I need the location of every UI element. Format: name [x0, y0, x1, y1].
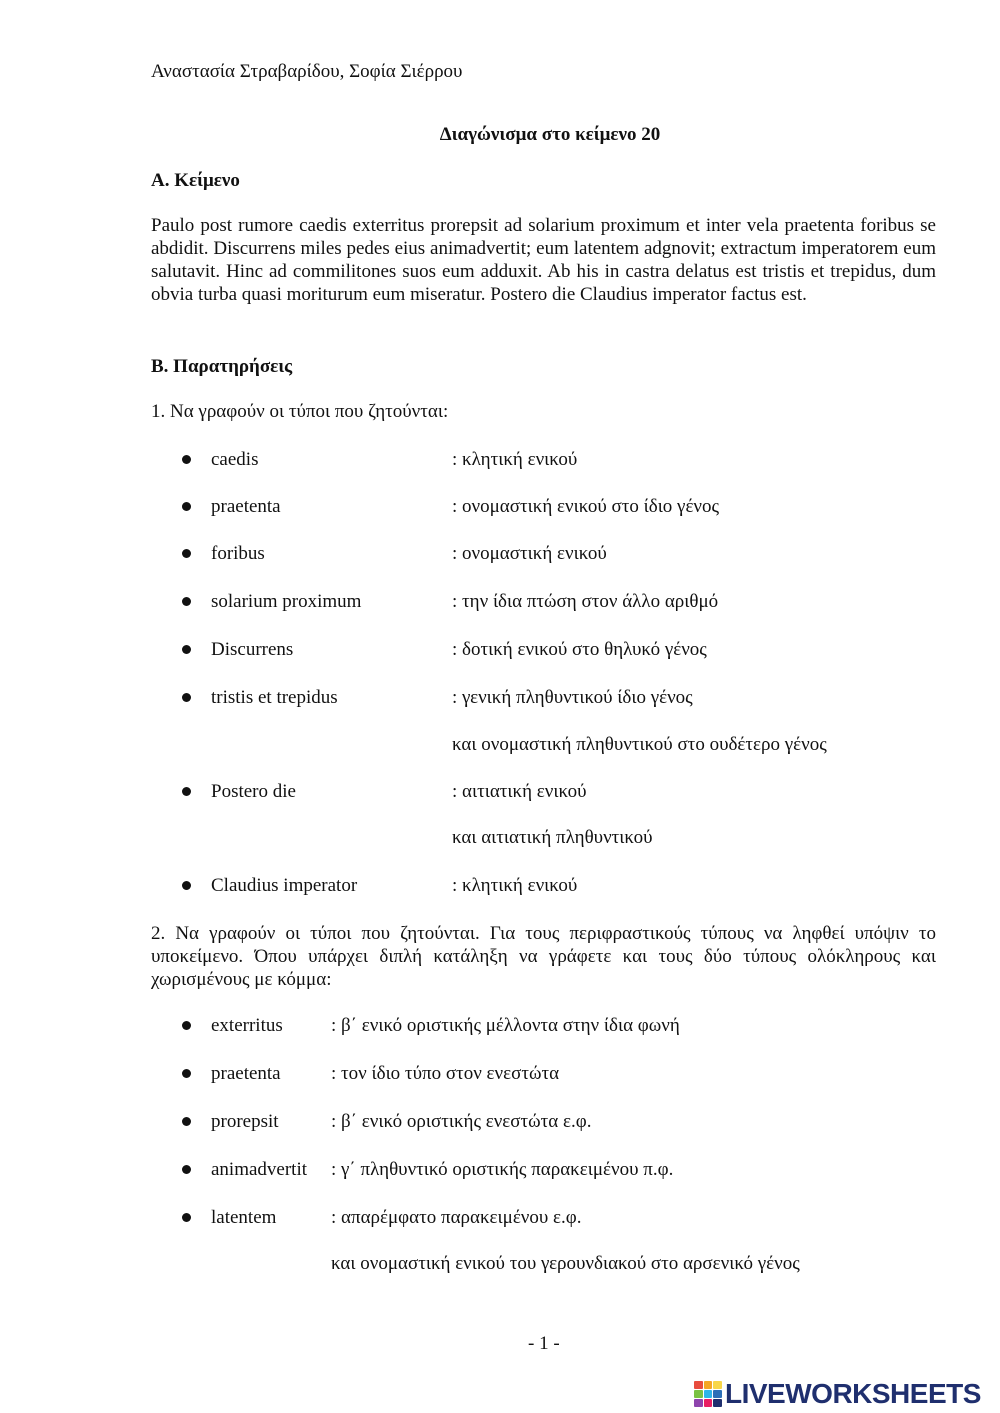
- page-title: Διαγώνισμα στο κείμενο 20: [439, 124, 661, 145]
- q1-term: solarium proximum: [211, 591, 362, 612]
- q1-task: : κλητική ενικού: [452, 449, 578, 470]
- q1-task: : κλητική ενικού: [452, 875, 578, 896]
- bullet-icon: [182, 1117, 191, 1126]
- bullet-icon: [182, 597, 191, 606]
- q1-task-extra: και ονομαστική πληθυντικού στο ουδέτερο γένος: [452, 734, 827, 755]
- section-a-heading: Α. Κείμενο: [151, 170, 240, 191]
- logo-grid-icon: [694, 1381, 722, 1407]
- q1-term: Discurrens: [211, 639, 294, 660]
- section-b-heading: Β. Παρατηρήσεις: [151, 356, 293, 377]
- q2-task: : γ΄ πληθυντικό οριστικής παρακειμένου π.φ.: [331, 1159, 674, 1180]
- liveworksheets-logo[interactable]: [694, 1378, 981, 1409]
- bullet-icon: [182, 645, 191, 654]
- q2-term: exterritus: [211, 1015, 283, 1036]
- logo-square: [713, 1390, 722, 1398]
- logo-square: [704, 1399, 713, 1407]
- logo-square: [704, 1390, 713, 1398]
- q1-task: : την ίδια πτώση στον άλλο αριθμό: [452, 591, 719, 612]
- bullet-icon: [182, 1213, 191, 1222]
- bullet-icon: [182, 1165, 191, 1174]
- q1-term: praetenta: [211, 496, 281, 517]
- bullet-icon: [182, 1069, 191, 1078]
- q1-task-extra: και αιτιατική πληθυντικού: [452, 827, 653, 848]
- q2-task: : απαρέμφατο παρακειμένου ε.φ.: [331, 1207, 582, 1228]
- q1-task: : ονομαστική ενικού: [452, 543, 607, 564]
- question-2-prompt: 2. Να γραφούν οι τύποι που ζητούνται. Για τους περιφραστικούς τύπους να ληφθεί υπόψιν το υποκείμενο. Όπου υπάρχει διπλή κατάληξη να γράφετε και τους δύο τύπους ολόκληρους και χωρισμένους με κόμμα:: [151, 923, 936, 990]
- q1-task: : αιτιατική ενικού: [452, 781, 587, 802]
- q2-task: : τον ίδιο τύπο στον ενεστώτα: [331, 1063, 560, 1084]
- q1-task: : γενική πληθυντικού ίδιο γένος: [452, 687, 693, 708]
- bullet-icon: [182, 502, 191, 511]
- q1-term: caedis: [211, 449, 259, 470]
- q2-term: latentem: [211, 1207, 277, 1228]
- bullet-icon: [182, 549, 191, 558]
- latin-text: Paulo post rumore caedis exterritus prorepsit ad solarium proximum et inter vela praetenta foribus se abdidit. Discurrens miles pedes eius animadvertit; eum latentem adgnovit; extractum imperatorem eum salutavit. Hinc ad commilitones suos eum adduxit. Ab his in castra delatus est tristis et trepidus, dum obvia turba quasi moriturum eum miseratur. Postero die Claudius imperator factus est.: [151, 215, 936, 305]
- q1-task: : δοτική ενικού στο θηλυκό γένος: [452, 639, 707, 660]
- logo-square: [694, 1390, 703, 1398]
- logo-square: [694, 1381, 703, 1389]
- logo-text: LIVEWORKSHEETS: [725, 1378, 981, 1409]
- bullet-icon: [182, 455, 191, 464]
- q1-term: tristis et trepidus: [211, 687, 338, 708]
- bullet-icon: [182, 1021, 191, 1030]
- q2-task-extra: και ονομαστική ενικού του γερουνδιακού στο αρσενικό γένος: [331, 1253, 800, 1274]
- q1-term: Postero die: [211, 781, 296, 802]
- bullet-icon: [182, 881, 191, 890]
- logo-square: [713, 1381, 722, 1389]
- q2-task: : β΄ ενικό οριστικής ενεστώτα ε.φ.: [331, 1111, 592, 1132]
- q2-task: : β΄ ενικό οριστικής μέλλοντα στην ίδια φωνή: [331, 1015, 680, 1036]
- logo-square: [694, 1399, 703, 1407]
- bullet-icon: [182, 787, 191, 796]
- authors: Αναστασία Στραβαρίδου, Σοφία Σιέρρου: [151, 61, 463, 82]
- q2-term: animadvertit: [211, 1159, 308, 1180]
- logo-square: [713, 1399, 722, 1407]
- logo-square: [704, 1381, 713, 1389]
- q2-term: praetenta: [211, 1063, 281, 1084]
- q2-term: prorepsit: [211, 1111, 279, 1132]
- page-number: - 1 -: [528, 1333, 560, 1354]
- bullet-icon: [182, 693, 191, 702]
- q1-task: : ονομαστική ενικού στο ίδιο γένος: [452, 496, 720, 517]
- q1-term: Claudius imperator: [211, 875, 358, 896]
- q1-term: foribus: [211, 543, 265, 564]
- question-1-prompt: 1. Να γραφούν οι τύποι που ζητούνται:: [151, 401, 449, 422]
